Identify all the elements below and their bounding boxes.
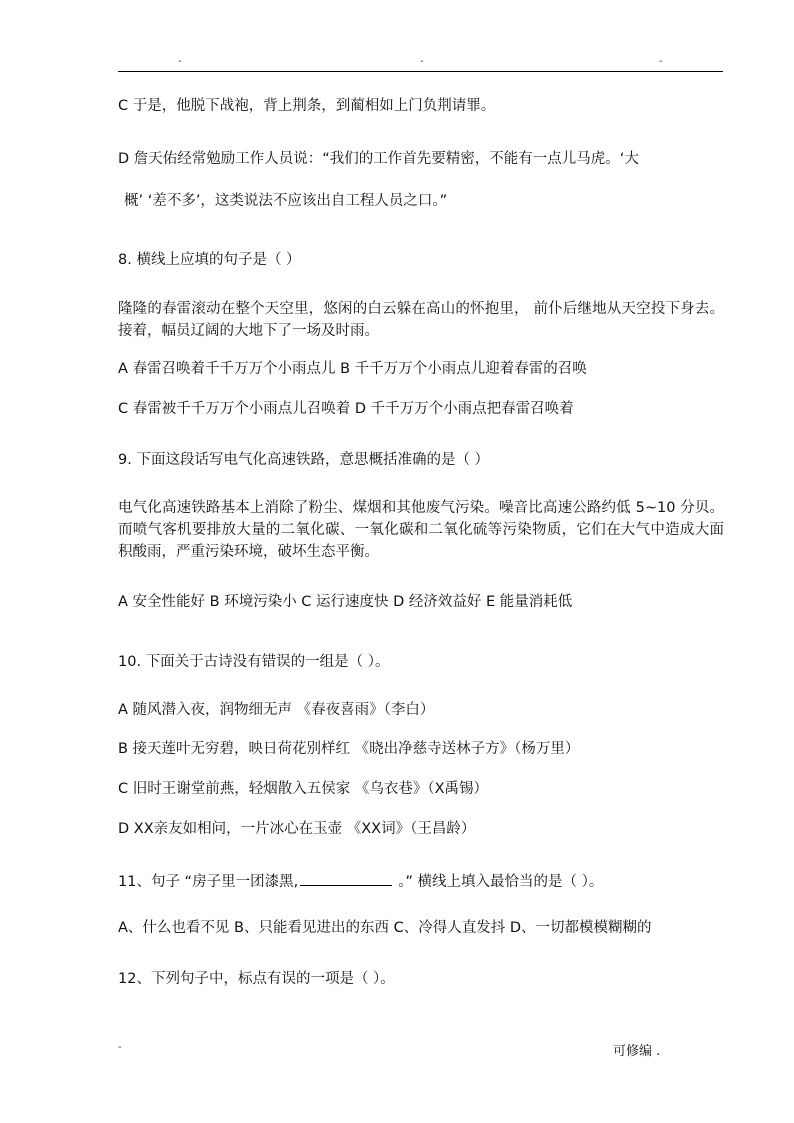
q11-options: A、什么也看不见 B、只能看见进出的东西 C、冷得人直发抖 D、一切都模模糊糊的 [118,920,652,936]
q10-option-c: C 旧时王谢堂前燕，轻烟散入五侯家 《乌衣巷》（X禹锡） [118,781,489,797]
question-12: 12、下列句子中，标点有误的一项是（ ）。 [118,971,395,987]
q9-passage: 电气化高速铁路基本上消除了粉尘、煤烟和其他废气污染。噪音比高速公路约低 5~10 分贝。而喷气客机要排放大量的二氧化碳、一氧化碳和二氧化硫等污染物质，它们在大气中造成大面积酸雨，严重污染环境，破坏生态平衡。 [118,500,724,560]
q9-options: A 安全性能好 B 环境污染小 C 运行速度快 D 经济效益好 E 能量消耗低 [118,594,573,610]
question-10: 10. 下面关于古诗没有错误的一组是（ ）。 [118,654,390,670]
header-mark-center: - [420,56,424,67]
footer-dash: - [118,1042,122,1053]
q10-option-b: B 接天莲叶无穷碧，映日荷花别样红 《晓出净慈寺送林子方》（杨万里） [118,741,580,757]
q10-option-d: D XX亲友如相问，一片冰心在玉壶 《XX词》（王昌龄） [118,821,476,837]
header-rule [118,71,723,72]
question-11 [118,869,728,893]
q11-blank-line [300,869,392,886]
q7-option-c: C 于是，他脱下战袍，背上荆条，到蔺相如上门负荆请罪。 [118,98,496,114]
header-mark-right: - [659,56,663,67]
question-8: 8. 横线上应填的句子是（ ） [118,252,301,268]
question-9: 9. 下面这段话写电气化高速铁路，意思概括准确的是（ ） [118,452,490,468]
footer-editable-note: 可修编 . [613,1044,661,1059]
q8-options-cd: C 春雷被千千万万个小雨点儿召唤着 D 千千万万个小雨点把春雷召唤着 [118,401,574,417]
q8-options-ab: A 春雷召唤着千千万万个小雨点儿 B 千千万万个小雨点儿迎着春雷的召唤 [118,361,587,377]
q8-passage: 隆隆的春雷滚动在整个天空里，悠闲的白云躲在高山的怀抱里， 前仆后继地从天空投下身去。接着，幅员辽阔的大地下了一场及时雨。 [118,301,724,339]
header-mark-left: - [178,56,182,67]
q10-option-a: A 随风潜入夜，润物细无声 《春夜喜雨》（李白） [118,702,435,718]
q7-option-d-line2: 概’ ‘差不多’，这类说法不应该出自工程人员之口。” [124,193,448,209]
q11-text-before: 11、句子 “房子里一团漆黑, [118,874,299,890]
q11-text-after: 。” 横线上填入最恰当的是（ ）。 [398,874,604,890]
q7-option-d-line1: D 詹天佑经常勉励工作人员说：“我们的工作首先要精密，不能有一点儿马虎。‘大 [118,151,639,167]
